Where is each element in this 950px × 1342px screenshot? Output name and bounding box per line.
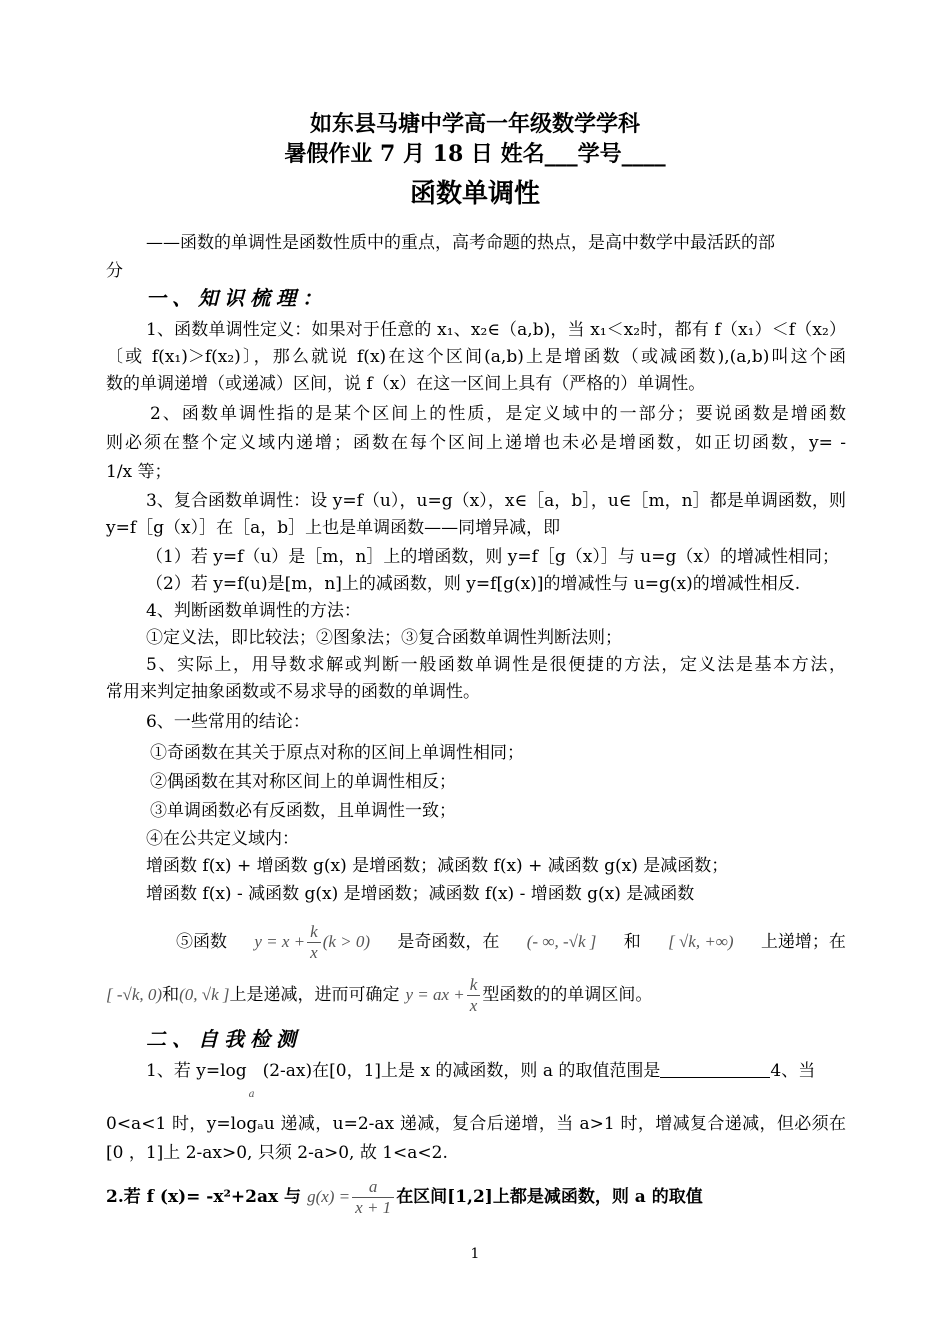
fraction-denominator: x <box>310 942 318 962</box>
paragraph-line: 4、判断函数单调性的方法： <box>146 601 361 621</box>
paragraph-line: 〔或 f(x₁)＞f(x₂)〕，那么就说 f(x)在这个区间(a,b)上是增函数（或减函数),(a,b)叫这个函 <box>106 347 846 367</box>
fraction <box>307 922 321 963</box>
list-item: ②偶函数在其对称区间上的单调性相反； <box>150 772 456 792</box>
formula-condition: (k > 0) <box>322 932 371 951</box>
item5-formula <box>254 922 370 963</box>
section-heading: 一、知识梳理： <box>146 286 328 310</box>
item5-text: 型函数的的单调区间。 <box>482 985 653 1005</box>
fraction-denominator: x + 1 <box>355 1197 392 1217</box>
section-heading: 二、自我检测 <box>146 1027 302 1051</box>
paragraph-line: 0<a<1 时，y=logₐu 递减，u=2-ax 递减，复合后递增，当 a>1 时，增减复合递减，但必须在 <box>106 1114 846 1134</box>
interval: (- ∞, -√k ] <box>526 932 597 951</box>
paragraph-line: 则必须在整个定义域内递增；函数在每个区间上递增也未必是增函数，如正切函数，y= - <box>106 433 846 453</box>
paragraph-line: 1/x 等； <box>106 462 172 482</box>
paragraph-line: （2）若 y=f(u)是[m，n]上的减函数，则 y=f[g(x)]的增减性与 u=g(x)的增减性相反. <box>146 574 801 594</box>
item5-line2 <box>106 968 846 1022</box>
fraction <box>467 975 481 1016</box>
paragraph-line: [0 ，1]上 2-ax>0, 只须 2-a>0, 故 1<a<2. <box>106 1143 448 1163</box>
item5-text: 上是递减，进而可确定 <box>229 985 400 1005</box>
rule-line: 增函数 f(x) - 减函数 g(x) 是增函数；减函数 f(x) - 增函数 g(x) 是减函数 <box>146 884 695 904</box>
question-text: 在区间[1,2]上都是减函数，则 a 的取值 <box>396 1187 703 1207</box>
list-item: ③单调函数必有反函数，且单调性一致； <box>150 801 456 821</box>
item5-text: 和 <box>623 932 641 952</box>
paragraph-line: 2、函数单调性指的是某个区间上的性质，是定义域中的一部分；要说函数是增函数 <box>150 404 846 424</box>
formula-expr: y = ax + <box>405 985 465 1004</box>
paragraph-line: 1、函数单调性定义：如果对于任意的 x₁、x₂∈（a,b)，当 x₁＜x₂时，都有 f（x₁）＜f（x₂） <box>146 320 846 340</box>
question-2 <box>106 1170 846 1224</box>
intro-line: 分 <box>106 261 123 281</box>
assignment-subtitle: 暑假作业 7 月 18 日 姓名___学号____ <box>284 141 666 167</box>
question-text: 2.若 f (x)= -x²+2ax 与 <box>106 1187 302 1207</box>
fraction-numerator: k <box>467 975 481 996</box>
fraction-numerator: k <box>307 922 321 943</box>
paragraph-line: 5、实际上，用导数求解或判断一般函数单调性是很便捷的方法，定义法是基本方法， <box>146 655 846 675</box>
question-text: 4、当 <box>770 1061 816 1081</box>
formula-expr: g(x) = <box>307 1187 351 1206</box>
paragraph-line: 6、一些常用的结论： <box>146 712 310 732</box>
intro-line: ——函数的单调性是函数性质中的重点，高考命题的热点，是高中数学中最活跃的部 <box>146 233 775 253</box>
item5-text: 是奇函数，在 <box>397 932 500 952</box>
interval: [ √k, +∞) <box>668 932 734 951</box>
formula-expr: y = x + <box>254 932 306 951</box>
list-item: ①奇函数在其关于原点对称的区间上单调性相同； <box>150 743 524 763</box>
question-text: 1、若 y=log <box>146 1061 247 1081</box>
item5-text: 上递增；在 <box>760 932 846 952</box>
answer-blank[interactable] <box>660 1059 770 1078</box>
paragraph-line: 3、复合函数单调性：设 y=f（u），u=g（x），x∈［a，b］，u∈［m，n］都是单调函数，则 <box>146 491 846 511</box>
rule-line: 增函数 f(x) + 增函数 g(x) 是增函数；减函数 f(x) + 减函数 g(x) 是减函数； <box>146 856 729 876</box>
interval: (0, √k ] <box>179 985 230 1004</box>
question-text: (2-ax)在[0，1]上是 x 的减函数，则 a 的取值范围是 <box>262 1061 661 1081</box>
item5-text: 和 <box>162 985 180 1005</box>
fraction-numerator: a <box>352 1177 394 1198</box>
paragraph-line: y=f［g（x）］在［a，b］上也是单调函数——同增异减，即 <box>106 518 561 538</box>
paragraph-line: ①定义法，即比较法；②图象法；③复合函数单调性判断法则； <box>146 628 622 648</box>
log-base: a <box>248 1089 255 1100</box>
paragraph-line: 数的单调递增（或递减）区间，说 f（x）在这一区间上具有（严格的）单调性。 <box>106 374 706 394</box>
fraction <box>352 1177 394 1218</box>
list-item: ④在公共定义域内： <box>146 829 299 849</box>
page-number: 1 <box>470 1246 480 1262</box>
paragraph-line: 常用来判定抽象函数或不易求导的函数的单调性。 <box>106 682 480 702</box>
paragraph-line: （1）若 y=f（u）是［m，n］上的增函数，则 y=f［g（x）］与 u=g（x）的增减性相同； <box>146 547 839 567</box>
item5-line1 <box>176 915 846 969</box>
topic-title: 函数单调性 <box>409 179 540 209</box>
item5-text: ⑤函数 <box>176 932 227 952</box>
interval: [ -√k, 0) <box>106 985 163 1004</box>
question-1-line1 <box>146 1059 846 1100</box>
fraction-denominator: x <box>469 995 478 1015</box>
school-title: 如东县马塘中学高一年级数学学科 <box>309 111 640 137</box>
